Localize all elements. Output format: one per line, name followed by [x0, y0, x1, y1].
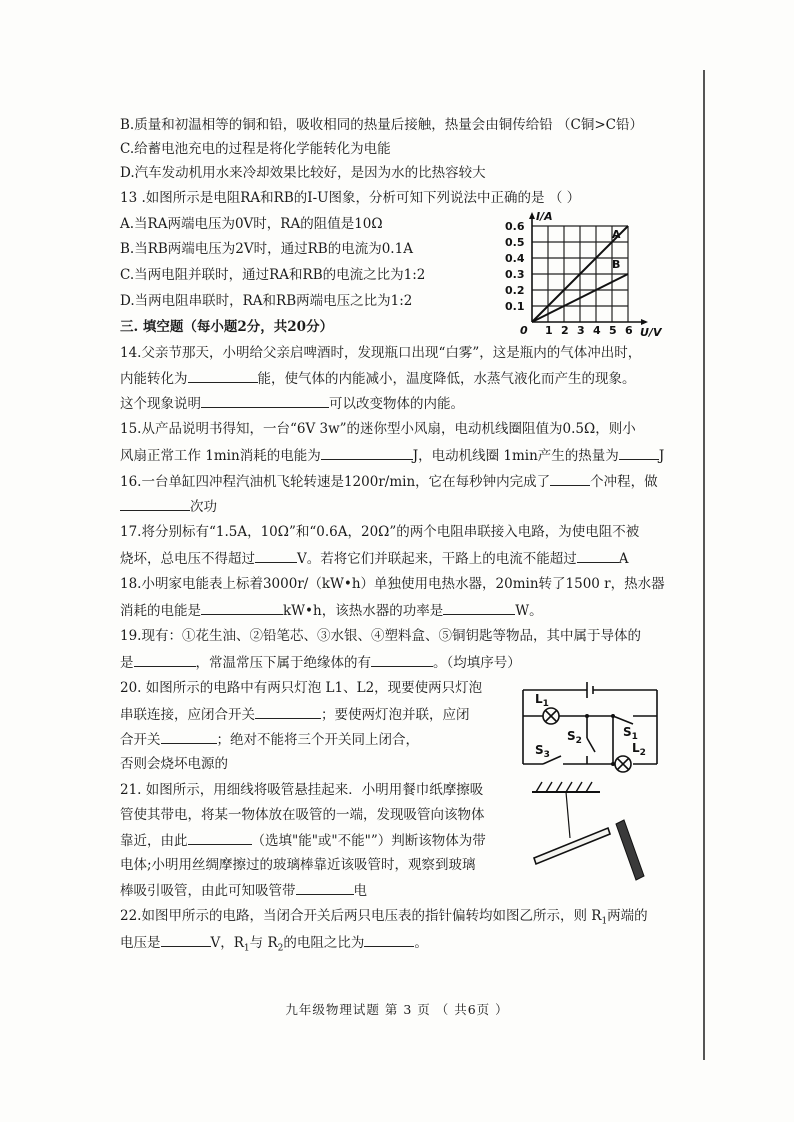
q18-line1: 18.小明家电能表上标着3000r/（kW•h）单独使用电热水器，20min转了1500 r，热水器: [120, 576, 665, 592]
q22-line2: [120, 933, 428, 958]
q20-text: ；要使两灯泡并联，应闭: [321, 707, 470, 723]
q21-blank2[interactable]: [296, 881, 354, 895]
q20-text: ；绝对不能将三个开关同上闭合，: [216, 732, 419, 748]
y-tick-label: 0.5: [505, 236, 525, 249]
q21-text: 靠近，由此: [120, 833, 188, 849]
q19-text: ，常温常压下属于绝缘体的有: [195, 655, 371, 671]
x-tick-label: 1: [545, 324, 553, 337]
y-tick-label: 0.2: [505, 284, 525, 297]
q22-text: 电压是: [120, 935, 161, 951]
q22-line1: [120, 907, 648, 931]
label-s2: $S_2$: [567, 729, 582, 746]
q16-line2: [120, 497, 217, 516]
q21-text: 电: [353, 883, 367, 899]
thread: [566, 792, 570, 838]
q17-text: A: [618, 551, 629, 567]
series-label-b: B: [612, 258, 621, 271]
y-axis-label: I/A: [536, 210, 553, 223]
q16-blank1[interactable]: [550, 472, 590, 486]
q17-text: V。若将它们并联起来，干路上的电流不能超过: [297, 551, 577, 567]
circuit-diagram: [515, 678, 665, 778]
q22-text: 22.如图甲所示的电路，当闭合开关后两只电压表的指针偏转均如图乙所示，则 R: [120, 908, 602, 924]
q21-line4: 电体;小明用丝绸摩擦过的玻璃棒靠近该吸管时，观察到玻璃: [120, 857, 476, 873]
q19-blank1[interactable]: [134, 653, 196, 667]
q19-text: 是: [120, 655, 134, 671]
page-edge-line: [703, 70, 705, 1060]
q14-line3: [120, 394, 464, 413]
label-l2: $L_2$: [632, 741, 646, 758]
origin-label: 0: [520, 324, 528, 337]
q21-line2: 管使其带电，将某一物体放在吸管的一端，发现吸管向该物体: [120, 807, 485, 823]
q16-text: 次功: [190, 499, 217, 515]
x-tick-label: 6: [625, 324, 633, 337]
q14-text: 这个现象说明: [120, 396, 201, 412]
y-axis-arrow: [529, 212, 535, 219]
q22-blank2[interactable]: [364, 933, 414, 947]
q12-option-c: C.给蓄电池充电的过程是将化学能转化为电能: [120, 141, 391, 157]
q14-text: 内能转化为: [120, 371, 188, 387]
q15-text: 风扇正常工作 1min消耗的电能为: [120, 448, 321, 464]
q20-blank1[interactable]: [255, 705, 321, 719]
x-tick-label: 2: [561, 324, 569, 337]
q19-blank2[interactable]: [371, 653, 433, 667]
q13-option-c: C.当两电阻并联时，通过RA和RB的电流之比为1:2: [120, 267, 426, 283]
q13-option-b: B.当RB两端电压为2V时，通过RB的电流为0.1A: [120, 241, 413, 257]
q16-line1: [120, 472, 658, 491]
y-tick-label: 0.3: [505, 268, 525, 281]
q13-option-a: A.当RA两端电压为0V时，RA的阻值是10Ω: [120, 216, 383, 232]
section-title: 三. 填空题（每小题2分，共20分）: [120, 319, 334, 335]
q19-text: 。（均填序号）: [433, 655, 521, 671]
q18-line2: [120, 601, 543, 620]
q21-line1: 21. 如图所示，用细线将吸管悬挂起来．小明用餐巾纸摩擦吸: [120, 782, 484, 798]
x-tick-label: 4: [593, 324, 601, 337]
q22-sub: 1: [601, 916, 608, 927]
q21-text: （选填"能"或"不能"”）判断该物体为带: [251, 833, 486, 849]
junction-node: [611, 762, 615, 766]
series-label-a: A: [612, 228, 621, 241]
straw-illustration: [520, 780, 650, 890]
q15-blank1[interactable]: [321, 446, 413, 460]
q22-text: V，R: [210, 935, 244, 951]
y-tick-label: 0.6: [505, 220, 525, 233]
q14-line2: [120, 369, 636, 388]
x-axis-arrow: [641, 319, 648, 325]
q16-text: 个冲程，做: [590, 474, 658, 490]
q18-blank2[interactable]: [443, 601, 515, 615]
q16-text: 16.一台单缸四冲程汽油机飞轮转速是1200r/min，它在每秒钟内完成了: [120, 474, 551, 490]
switch-s2: [587, 738, 595, 752]
q12-option-d: D.汽车发动机用水来冷却效果比较好，是因为水的比热容较大: [120, 165, 486, 181]
switch-s1: [613, 716, 633, 724]
q20-line2: [120, 705, 470, 724]
q20-line1: 20. 如图所示的电路中有两只灯泡 L1、L2，现要使两只灯泡: [120, 680, 483, 696]
label-s3: $S_3$: [535, 743, 550, 760]
q21-blank1[interactable]: [188, 831, 252, 845]
q18-text: 消耗的电能是: [120, 603, 201, 619]
y-tick-label: 0.4: [505, 252, 525, 265]
q22-text: 与 R: [249, 935, 278, 951]
q19-line2: [120, 653, 521, 672]
q17-line2: [120, 549, 629, 568]
junction-node: [611, 714, 615, 718]
label-l1: $L_1$: [535, 692, 549, 709]
q22-text: 的电阻之比为: [283, 935, 365, 951]
q12-option-b: B.质量和初温相等的铜和铅，吸收相同的热量后接触，热量会由铜传给铅 （C铜>C铅）: [120, 117, 643, 133]
q13-option-d: D.当两电阻串联时，RA和RB两端电压之比为1:2: [120, 293, 413, 309]
q17-line1: 17.将分别标有“1.5A，10Ω”和“0.6A，20Ω”的两个电阻串联接入电路，为使电阻不被: [120, 524, 640, 540]
q22-text: 。: [414, 935, 428, 951]
label-s1: $S_1$: [623, 725, 638, 742]
q18-blank1[interactable]: [201, 601, 283, 615]
q14-text: 可以改变物体的内能。: [329, 396, 464, 412]
q19-line1: 19.现有：①花生油、②铅笔芯、③水银、④塑料盒、⑤铜钥匙等物品，其中属于导体的: [120, 628, 641, 644]
q15-line1: 15.从产品说明书得知，一台“6V 3w”的迷你型小风扇，电动机线圈阻值为0.5Ω，则小: [120, 421, 636, 437]
q17-blank2[interactable]: [577, 549, 619, 563]
q14-blank2[interactable]: [201, 394, 329, 408]
q21-line5: [120, 881, 367, 900]
q18-text: W。: [515, 603, 543, 619]
q20-text: 合开关: [120, 732, 161, 748]
q15-text: J，电动机线圈 1min产生的热量为: [412, 448, 619, 464]
page-footer: 九年级物理试题 第 3 页 （ 共6页 ）: [285, 1002, 509, 1017]
q14-line1: 14.父亲节那天，小明给父亲启啤酒时，发现瓶口出现“白雾”，这是瓶内的气体冲出时，: [120, 345, 642, 361]
q13-stem: 13 .如图所示是电阻RA和RB的I-U图象，分析可知下列说法中正确的是 （ ）: [120, 190, 581, 206]
y-tick-label: 0.1: [505, 300, 525, 313]
q18-text: kW•h，该热水器的功率是: [283, 603, 444, 619]
glass-rod: [616, 820, 644, 880]
x-axis-label: U/V: [640, 326, 662, 339]
q22-sub: 1: [243, 943, 250, 954]
q22-blank1[interactable]: [161, 933, 211, 947]
iu-chart: [500, 210, 690, 340]
straw: [534, 828, 610, 864]
q17-text: 烧坏，总电压不得超过: [120, 551, 255, 567]
q15-line2: [120, 446, 664, 465]
q17-blank1[interactable]: [255, 549, 297, 563]
x-tick-label: 5: [609, 324, 617, 337]
q20-line3: [120, 730, 419, 749]
q20-blank2[interactable]: [161, 730, 217, 744]
q22-text: 两端的: [607, 908, 648, 924]
q20-text: 串联连接，应闭合开关: [120, 707, 255, 723]
q15-text: J: [658, 448, 665, 464]
x-tick-label: 3: [577, 324, 585, 337]
q16-blank2[interactable]: [120, 497, 190, 511]
q14-text: 能，使气体的内能减小，温度降低，水蒸气液化而产生的现象。: [257, 371, 636, 387]
q20-line4: 否则会烧坏电源的: [120, 756, 228, 772]
q21-text: 棒吸引吸管，由此可知吸管带: [120, 883, 296, 899]
q22-sub: 2: [277, 943, 284, 954]
q21-line3: [120, 831, 486, 850]
junction-node: [585, 714, 589, 718]
q14-blank1[interactable]: [188, 369, 258, 383]
q15-blank2[interactable]: [619, 446, 659, 460]
